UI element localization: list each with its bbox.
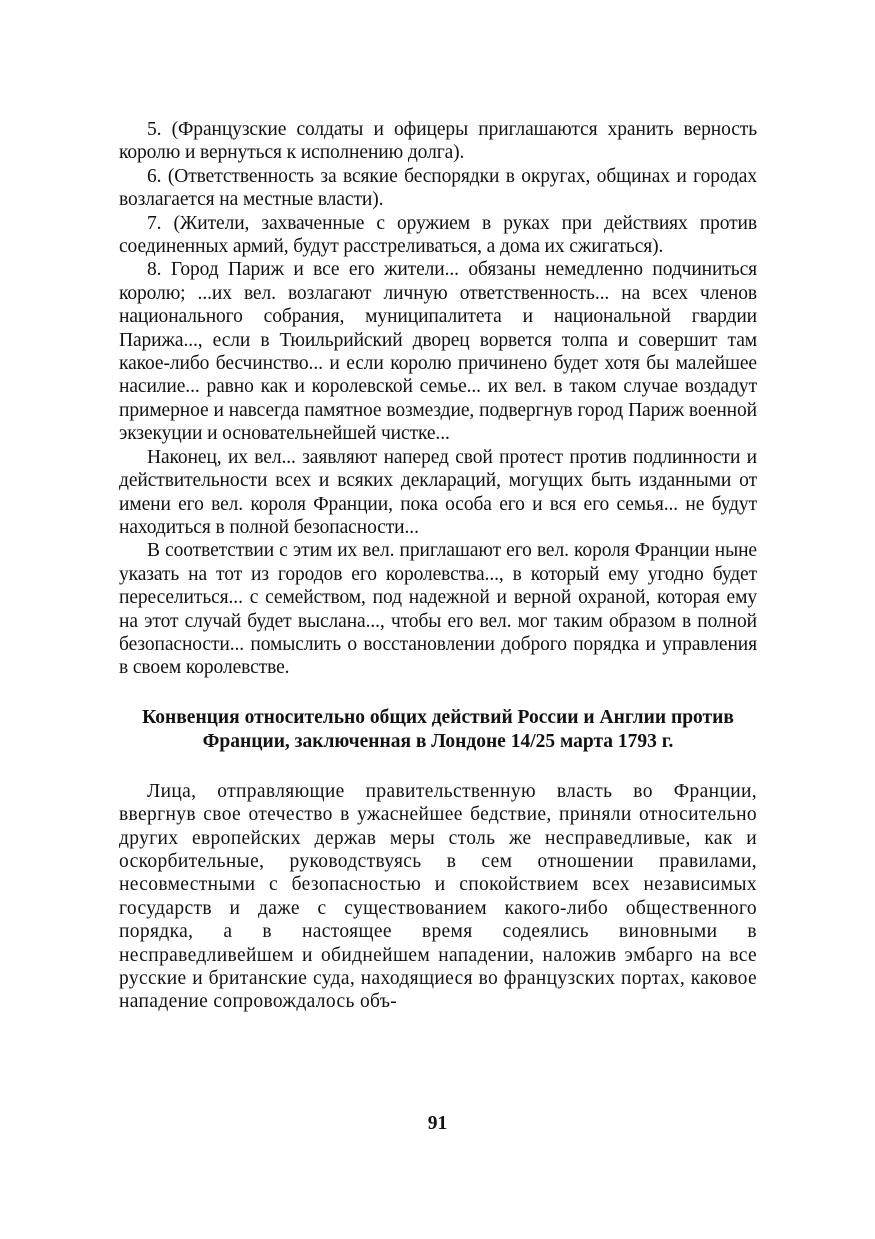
paragraph-protest: Наконец, их вел... заявляют наперед свой протест против подлинности и действительности всех и всяких деклараций, могущих быть изданными от имени его вел. короля Франции, пока особа его и вся его семья... не будут находиться в полной безопасности...: [119, 446, 757, 538]
paragraph-6: 6. (Ответственность за всякие беспорядки в округах, общинах и городах возлагается на местные власти).: [119, 165, 757, 211]
paragraph-invitation: В соответствии с этим их вел. приглашают его вел. короля Франции ныне указать на тот из городов его королевства..., в который ему угодно будет переселиться... с семейством, под надежной и верной охраной, которая ему на этот случай будет выслана..., чтобы его вел. мог таким образом в полной безопасности... помыслить о восстановлении доброго порядка и управления в своем королевстве.: [119, 540, 757, 679]
document-page: [119, 118, 757, 1014]
page-number: 91: [427, 1113, 448, 1134]
paragraph-convention: Лица, отправляющие правительственную власть во Франции, ввергнув свое отечество в ужаснейшее бедствие, приняли относительно других европейских держав меры столь же несправедливые, как и оскорбительные, руководствуясь в сем отношении правилами, несовместными с безопасностью и спокойствием всех независимых государств и даже с существованием какого-либо общественного порядка, а в настоящее время содеялись виновными в несправедливейшем и обиднейшем нападении, наложив эмбарго на все русские и британские суда, находящиеся во французских портах, каковое нападение сопровождалось объ-: [119, 780, 757, 1013]
paragraph-7: 7. (Жители, захваченные с оружием в руках при действиях против соединенных армий, будут расстреливаться, а дома их сжигаться).: [119, 212, 757, 258]
paragraph-5: 5. (Французские солдаты и офицеры приглашаются хранить верность королю и вернуться к исполнению долга).: [119, 119, 757, 164]
paragraph-8: 8. Город Париж и все его жители... обязаны немедленно подчиниться королю; ...их вел. возлагают личную ответственность... на всех членов национального собрания, муниципалитета и национальной гвардии Парижа..., если в Тюильрийский дворец ворвется толпа и совершит там какое-либо бесчинство... и если королю причинено будет хотя бы малейшее насилие... равно как и королевской семье... их вел. в таком случае воздадут примерное и навсегда памятное возмездие, подвергнув город Париж военной экзекуции и основательнейшей чистке...: [119, 259, 757, 445]
section-heading: Конвенция относительно общих действий России и Англии против Франции, заключенная в Лондоне 14/25 марта 1793 г.: [142, 706, 734, 752]
